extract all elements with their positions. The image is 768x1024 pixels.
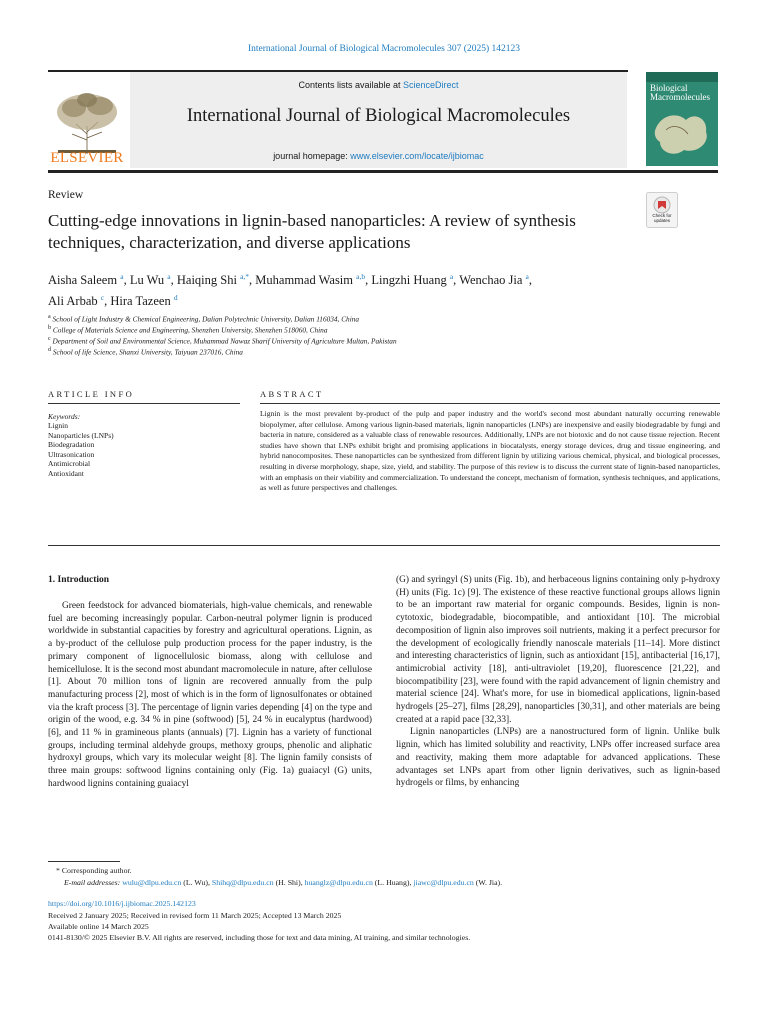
affiliation-c: $^c$ Department of Soil and Environmental Science, Muhammad Nawaz Sharif University of Agriculture Multan, Pakistan (48, 336, 397, 346)
email-link[interactable]: huanglz@dlpu.edu.cn (304, 878, 373, 887)
keyword: Antioxidant (48, 468, 84, 478)
author-1[interactable]: Aisha Saleem $^a$ (48, 272, 124, 288)
abstract-heading: ABSTRACT (260, 389, 324, 399)
contents-line (130, 80, 627, 90)
doi-link[interactable]: https://doi.org/10.1016/j.ijbiomac.2025.142123 (48, 899, 196, 908)
keywords-list (48, 421, 114, 478)
author-4[interactable]: Muhammad Wasim $^{a,b}$ (255, 272, 366, 288)
article-type: Review (48, 189, 84, 201)
keywords-label: Keywords: (48, 412, 81, 421)
homepage-prefix: journal homepage: (273, 151, 351, 161)
body-paragraph: Green feedstock for advanced biomaterials, high-value chemicals, and renewable fuel are becoming increasingly popular. Carbon-neutral polymer lignin is produced worldwide in substantial capacities by forestry and agricultural operations. Lignin, as a by-product of the cellulose pulp production process for the paper industry, is the primary component of lignocellulosic biomass, along with cellulose and hemicellulose. It is the second most abundant macromolecule in nature, after cellulose [1]. About 70 million tons of lignin are recovered annually from the pulp manufacturing process [2], most of which is in the form of lignosulfonates or obtained via the kraft process [3]. The percentage of lignin varies depending [4] on the type and origin of the wood, e.g. 34 % in pine (softwood) [5], 24 % in eucalyptus (hardwood) [6], and 11 % in gramineous plants (annuals) [7]. Lignin has a variety of functional groups, including terminal aldehyde groups, methoxy groups, phenolic and aliphatic hydroxyl groups, which vary its molecular weight [8]. The lignin family consists of three main groups: softwood lignins containing only (Fig. 1a) guaiacyl (G) units, hardwood lignins containing guaiacyl (48, 601, 372, 789)
available-online: Available online 14 March 2025 (48, 922, 149, 931)
journal-title: International Journal of Biological Macromolecules (186, 106, 571, 126)
author-list: Aisha Saleem $^a$, Lu Wu $^a$, Haiqing Shi $^{a,*}$, Muhammad Wasim $^{a,b}$, Lingzhi Huang $^a$, Wenchao Jia $^a$, Ali Arbab $^c$, Hira Tazeen $^d$ (48, 272, 532, 309)
author-6[interactable]: Wenchao Jia $^a$ (459, 272, 529, 288)
affiliation-b: $^b$ College of Materials Science and Engineering, Shenzhen University, Shenzhen 518060, China (48, 325, 328, 335)
email-link[interactable]: Shihq@dlpu.edu.cn (211, 878, 274, 887)
email-label: E-mail addresses: (64, 878, 123, 887)
affiliation-a: $^a$ School of Light Industry & Chemical Engineering, Dalian Polytechnic University, Dalian 116034, China (48, 314, 360, 324)
sciencedirect-link[interactable]: ScienceDirect (403, 80, 459, 90)
abstract-text: Lignin is the most prevalent by-product of the pulp and paper industry and the world's second most abundant naturally occurring renewable biopolymer, after cellulose. Among various lignin-based materials, lignin nanoparticles (LNPs) are inexpensive and easily biodegradable by fungi and bacteria in nature, considered as a valuable class of renewable resources. Additionally, LNPs are not biotoxic and do not cause tissue rejection. Recent studies have shown that LNPs exhibit bright and promising applications in biocatalysts, energy storage devices, drug and tissue engineering, and hybrid nanocomposites. These nanoparticles can be synthesized from different lignin by utilizing various chemical, physical, and biological processes, resulting in diverse morphology, shape, size, yield, and stability. The purpose of this review is to discuss the current state of lignin-based nanoparticles, with an emphasis on their viability and commercialization. To understand the concept, mechanism of formation, synthesis techniques, and applications, as well as future perspectives and challenges. (260, 409, 720, 493)
copyright-notice: 0141-8130/© 2025 Elsevier B.V. All rights are reserved, including those for text and data mining, AI training, and similar technologies. (48, 933, 471, 942)
footnote-rule (48, 861, 120, 862)
author-7[interactable]: Ali Arbab $^c$ (48, 293, 105, 309)
journal-reference[interactable]: International Journal of Biological Macromolecules 307 (2025) 142123 (247, 44, 520, 54)
cover-header-strip (646, 72, 718, 82)
homepage-line (130, 151, 627, 161)
keyword: Biodegradation (48, 440, 95, 449)
email-link[interactable]: jiawc@dlpu.edu.cn (413, 878, 474, 887)
elsevier-wordmark: ELSEVIER (50, 150, 124, 166)
abstract-bottom-rule (48, 545, 720, 546)
body-paragraph: Lignin nanoparticles (LNPs) are a nanostructured form of lignin. Unlike bulk lignin, which has limited solubility and reactivity, LNPs offer increased surface area and reactivity, making them more adaptable for advanced applications. These advantages set LNPs apart from other lignin derivatives, such as lignin-based hydrogels or films, by enhancing (396, 727, 720, 789)
corresponding-author-note: * Corresponding author. (56, 866, 132, 875)
author-2[interactable]: Lu Wu $^a$ (129, 272, 171, 288)
author-8[interactable]: Hira Tazeen $^d$ (110, 293, 178, 309)
body-paragraph: (G) and syringyl (S) units (Fig. 1b), and herbaceous lignins containing only p-hydroxy (H) units (Fig. 1c) [9]. The existence of these reactive functional groups allows lignin to be an important raw material for organic compounds. Besides, lignin is non-cytotoxic, biodegradable, biocompatible, and antioxidant [10]. The microbial decomposition of lignin also improves soil nutrients, making it a perfect precursor for the development of ecologically friendly nanoscale materials [11–14]. More distinct and interesting characteristics of lignin, such as antioxidant [15], antibacterial [16,17], antimicrobial activity [18], anti-ultraviolet [19,20], fluorescence [21,22], and biocompatibility [23], were found with the rapid advancement of lignin chemistry and material science [24]. What's more, for use in biomedical applications, lignin-based hydrogels [25–27], films [28,29], nanoparticles [30,31], and other materials are being created at a rapid pace [32,33]. (396, 575, 720, 725)
paper-title: Cutting-edge innovations in lignin-based nanoparticles: A review of synthesis techniques, characterization, and diverse applications (48, 211, 576, 252)
masthead-bottom-rule (48, 170, 718, 173)
keyword: Ultrasonication (48, 449, 95, 459)
keyword: Antimicrobial (48, 459, 91, 468)
article-info-rule (48, 403, 240, 404)
journal-cover-thumbnail[interactable] (646, 72, 718, 166)
body-column-left (48, 600, 372, 791)
received-dates: Received 2 January 2025; Received in revised form 11 March 2025; Accepted 13 March 2025 (48, 911, 342, 920)
email-addresses: E-mail addresses: wulu@dlpu.edu.cn (L. Wu), Shihq@dlpu.edu.cn (H. Shi), huanglz@dlpu.edu.cn (L. Huang), jiawc@dlpu.edu.cn (W. Jia). (64, 878, 503, 887)
homepage-link[interactable]: www.elsevier.com/locate/ijbiomac (350, 151, 484, 161)
cover-map-graphic (652, 108, 712, 160)
author-3[interactable]: Haiqing Shi $^{a,*}$ (176, 272, 250, 288)
body-column-right (396, 574, 720, 790)
abstract-rule (260, 403, 720, 404)
section-heading-introduction: 1. Introduction (48, 575, 110, 585)
article-info-heading: ARTICLE INFO (48, 389, 135, 399)
affiliation-d: $^d$ School of life Science, Shanxi University, Taiyuan 237016, China (48, 347, 243, 357)
email-link[interactable]: wulu@dlpu.edu.cn (122, 878, 182, 887)
cover-title: Biological Macromolecules (650, 83, 710, 102)
keyword: Nanoparticles (LNPs) (48, 430, 114, 440)
author-5[interactable]: Lingzhi Huang $^a$ (371, 272, 454, 288)
contents-prefix: Contents lists available at (298, 80, 404, 90)
keyword: Lignin (48, 421, 68, 430)
check-for-updates-label: Check for updates (652, 213, 672, 223)
